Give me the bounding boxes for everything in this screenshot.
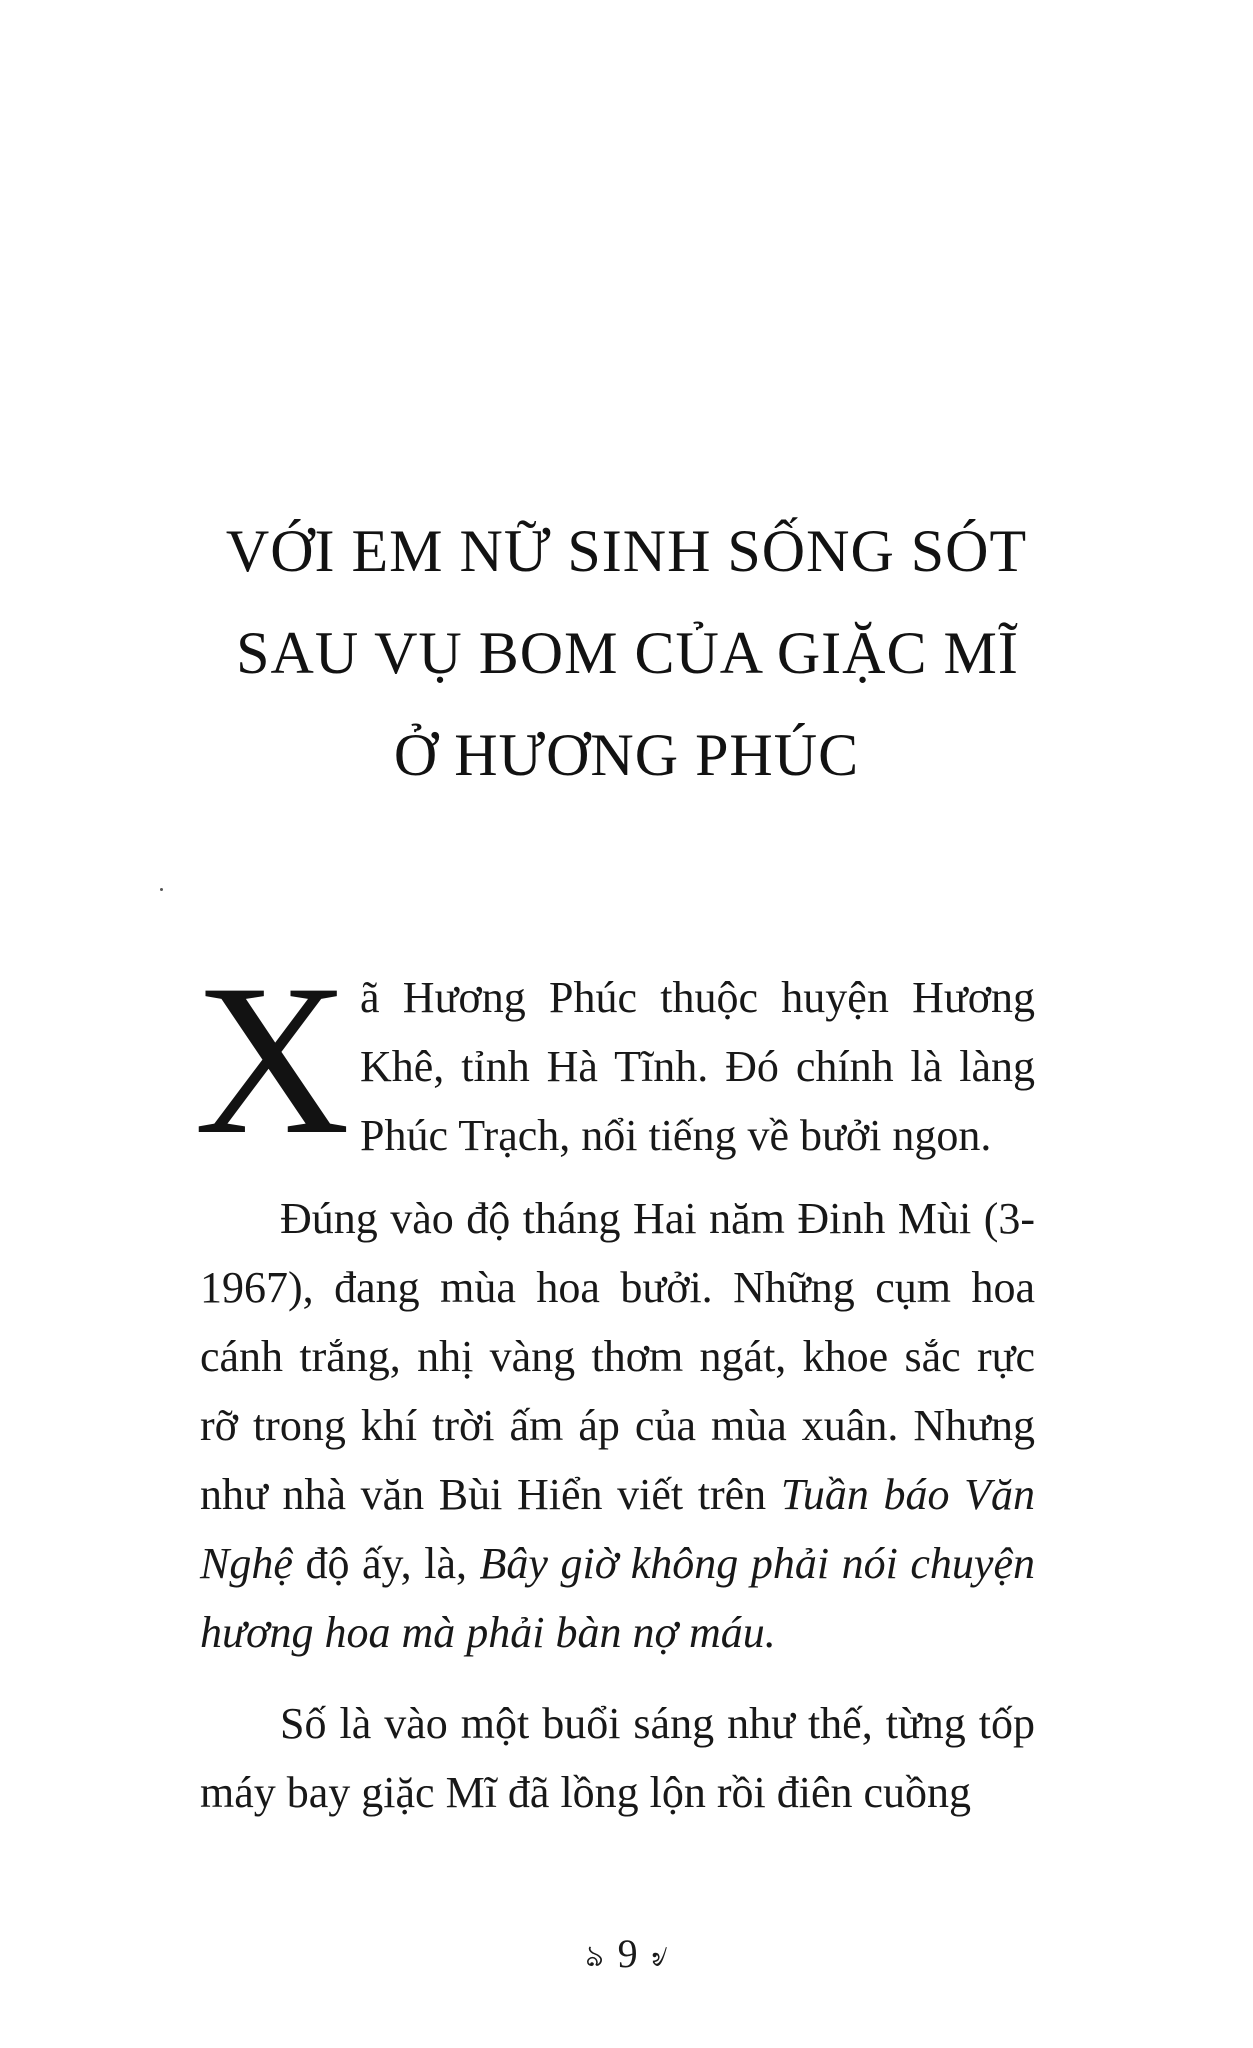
body-text <box>194 940 1035 1827</box>
chapter-title-line-2: SAU VỤ BOM CỦA GIẶC MĨ <box>236 620 1019 686</box>
page-number: 9 <box>617 1931 638 1976</box>
paragraph-2-text-mid: độ ấy, là, <box>292 1539 480 1588</box>
paragraph-1 <box>194 940 1035 1179</box>
paragraph-2-italic-publication: Tuần báo Văn Nghệ <box>200 1470 1035 1588</box>
paragraph-2-text: Đúng vào độ tháng Hai năm Đinh Mùi (3-1967), đang mùa hoa bưởi. Những cụm hoa cánh trắng, nhị vàng thơm ngát, khoe sắc rực rỡ trong khí trời ấm áp của mùa xuân. Nhưng như nhà văn Bùi Hiển viết trên <box>200 1194 1035 1519</box>
scan-speck <box>160 888 163 891</box>
paragraph-3 <box>200 1689 1035 1827</box>
ornament-left-icon: ঌ <box>585 1940 604 1974</box>
paragraph-2 <box>200 1184 1035 1667</box>
drop-cap: X <box>194 940 350 1179</box>
chapter-title <box>0 500 1253 806</box>
ornament-right-icon: ৶ <box>651 1940 668 1974</box>
paragraph-1-text: ã Hương Phúc thuộc huyện Hương Khê, tỉnh Hà Tĩnh. Đó chính là làng Phúc Trạch, nổi tiếng về bưởi ngon. <box>360 973 1035 1160</box>
paragraph-2-italic-quote: Bây giờ không phải nói chuyện hương hoa mà phải bàn nợ máu. <box>200 1539 1035 1657</box>
page-footer <box>0 1930 1253 1983</box>
chapter-title-line-3: Ở HƯƠNG PHÚC <box>393 722 860 788</box>
paragraph-3-text: Số là vào một buổi sáng như thế, từng tốp máy bay giặc Mĩ đã lồng lộn rồi điên cuồng <box>200 1699 1035 1817</box>
chapter-title-line-1: VỚI EM NỮ SINH SỐNG SÓT <box>225 518 1028 584</box>
